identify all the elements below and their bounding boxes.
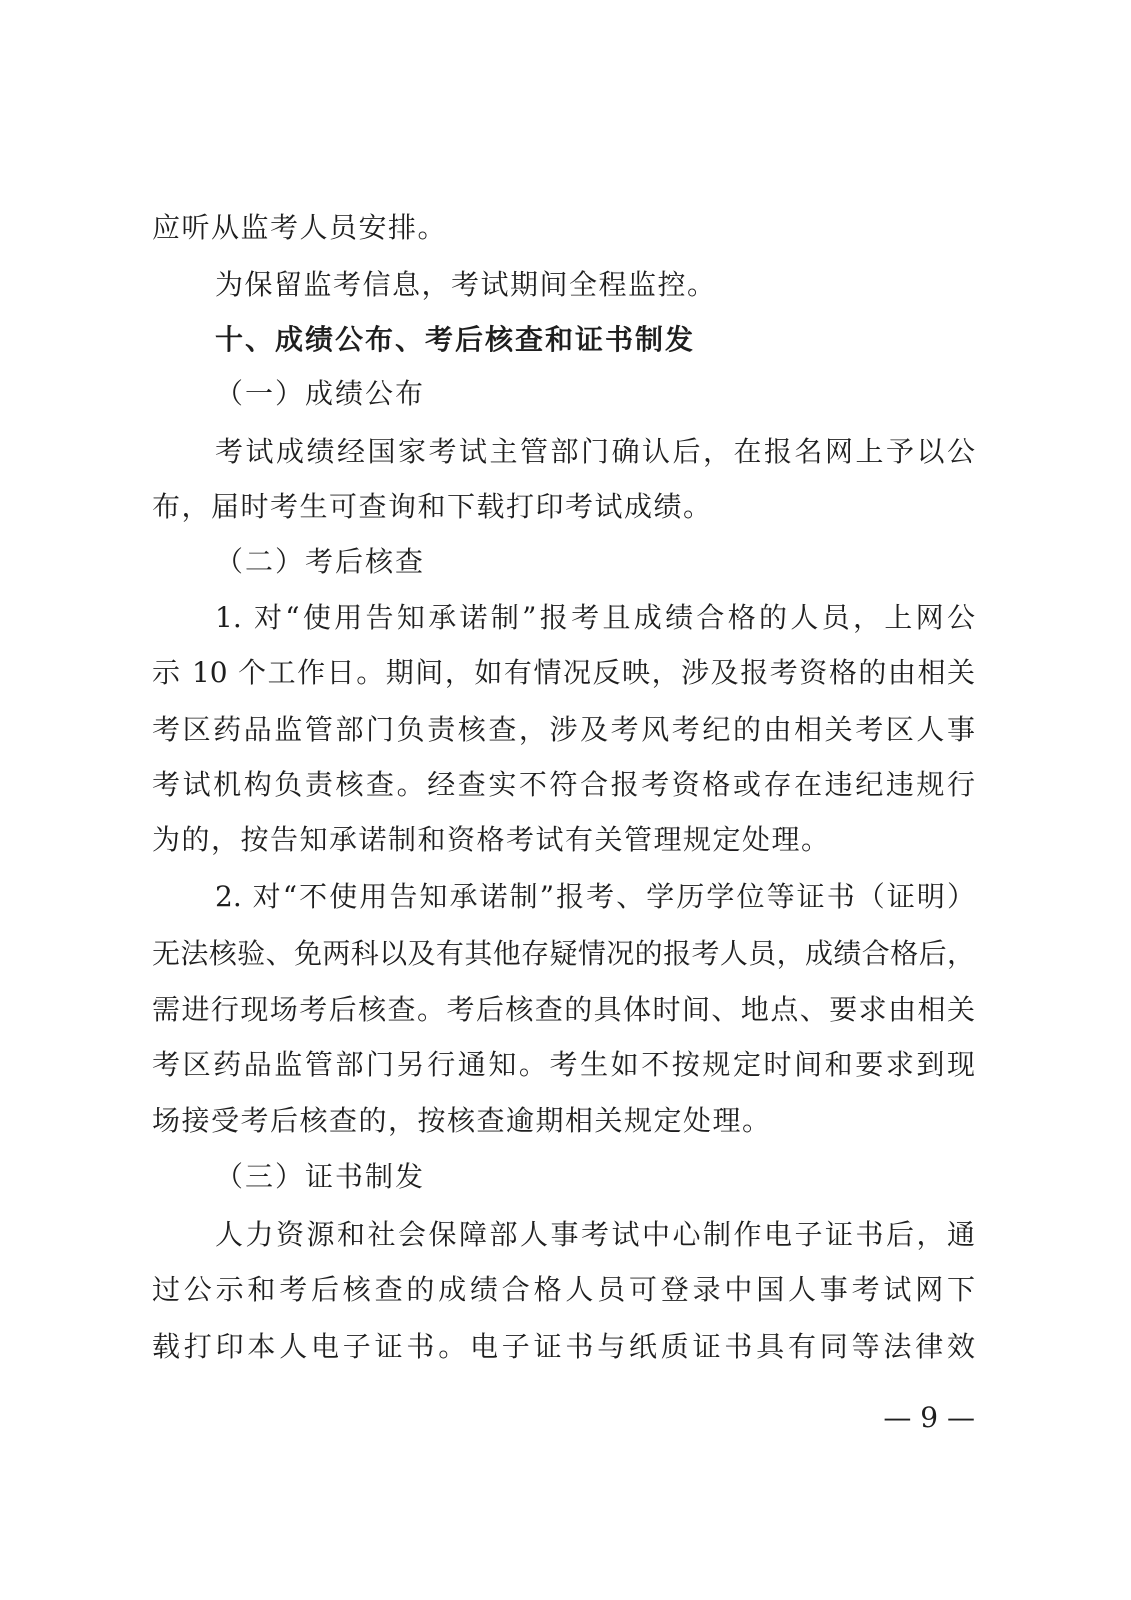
text-line: 考试机构负责核查。经查实不符合报考资格或存在违纪违规行: [152, 768, 975, 801]
text-line: 场接受考后核查的，按核查逾期相关规定处理。: [152, 1104, 772, 1137]
text-line: 考区药品监管部门另行通知。考生如不按规定时间和要求到现: [152, 1048, 975, 1081]
text-line: 为保留监考信息，考试期间全程监控。: [215, 268, 717, 301]
text-line: 需进行现场考后核查。考后核查的具体时间、地点、要求由相关: [152, 993, 975, 1026]
text-line: 1. 对“使用告知承诺制”报考且成绩合格的人员，上网公: [215, 601, 975, 634]
text-line: 人力资源和社会保障部人事考试中心制作电子证书后，通: [215, 1218, 975, 1251]
text-line: 2. 对“不使用告知承诺制”报考、学历学位等证书（证明）: [215, 880, 975, 913]
subsection-heading: （三）证书制发: [215, 1160, 426, 1193]
text-line: 载打印本人电子证书。电子证书与纸质证书具有同等法律效: [152, 1330, 975, 1363]
text-line: 过公示和考后核查的成绩合格人员可登录中国人事考试网下: [152, 1273, 975, 1306]
text-line: 应听从监考人员安排。: [152, 211, 448, 244]
subsection-heading: （二）考后核查: [215, 545, 426, 578]
text-line: 示 10 个工作日。期间，如有情况反映，涉及报考资格的由相关: [152, 656, 975, 689]
text-line: 为的，按告知承诺制和资格考试有关管理规定处理。: [152, 823, 831, 856]
page-number: — 9 —: [883, 1401, 975, 1434]
text-line: 考区药品监管部门负责核查，涉及考风考纪的由相关考区人事: [152, 713, 975, 746]
text-line: 布，届时考生可查询和下载打印考试成绩。: [152, 490, 713, 523]
subsection-heading: （一）成绩公布: [215, 377, 426, 410]
section-heading: 十、成绩公布、考后核查和证书制发: [215, 323, 696, 356]
text-line: 无法核验、免两科以及有其他存疑情况的报考人员，成绩合格后，: [152, 937, 975, 970]
text-line: 考试成绩经国家考试主管部门确认后，在报名网上予以公: [215, 435, 975, 468]
